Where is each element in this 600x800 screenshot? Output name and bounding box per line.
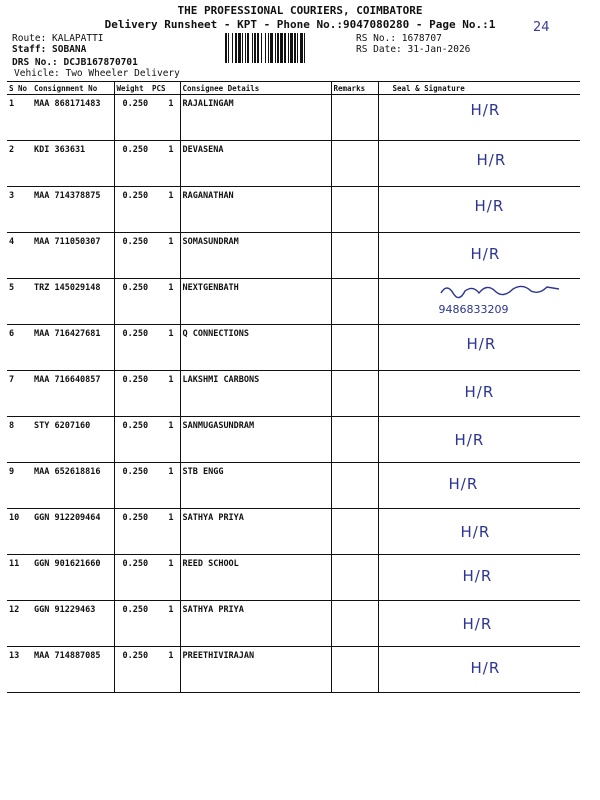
sno-cell: 9 — [7, 463, 32, 509]
pcs-cell: 1 — [150, 647, 180, 693]
table-row — [7, 141, 580, 187]
sno-cell: 3 — [7, 187, 32, 233]
col-remarks: Remarks — [331, 82, 378, 95]
signature-cell — [378, 141, 580, 187]
runsheet-title: Delivery Runsheet - KPT - Phone No.:9047080280 - Page No.:1 — [104, 18, 496, 31]
consignment-cell: MAA 714378875 — [32, 187, 114, 233]
consignment-cell: TRZ 145029148 — [32, 279, 114, 325]
remarks-cell — [331, 555, 378, 601]
remarks-cell — [331, 141, 378, 187]
sno-cell: 10 — [7, 509, 32, 555]
consignee-cell: RAJALINGAM — [180, 95, 331, 141]
sno-cell: 12 — [7, 601, 32, 647]
table-header-row — [7, 82, 580, 95]
table-row — [7, 463, 580, 509]
consignment-cell: KDI 363631 — [32, 141, 114, 187]
sno-cell: 2 — [7, 141, 32, 187]
handwritten-signature: H/R — [454, 431, 485, 449]
weight-cell: 0.250 — [114, 187, 150, 233]
sno-cell: 8 — [7, 417, 32, 463]
consignee-cell: Q CONNECTIONS — [180, 325, 331, 371]
consignment-cell: MAA 716427681 — [32, 325, 114, 371]
handwritten-signature: H/R — [470, 659, 501, 677]
table-row — [7, 417, 580, 463]
consignment-cell: GGN 91229463 — [32, 601, 114, 647]
signature-cell — [378, 187, 580, 233]
consignee-cell: SOMASUNDRAM — [180, 233, 331, 279]
weight-cell: 0.250 — [114, 601, 150, 647]
drs-number: DRS No.: DCJB167870701 — [12, 57, 138, 68]
remarks-cell — [331, 601, 378, 647]
table-row — [7, 555, 580, 601]
handwritten-page-note: 24 — [533, 20, 550, 35]
weight-cell: 0.250 — [114, 325, 150, 371]
consignment-cell: MAA 714887085 — [32, 647, 114, 693]
signature-cell — [378, 509, 580, 555]
consignment-cell: MAA 711050307 — [32, 233, 114, 279]
weight-cell: 0.250 — [114, 509, 150, 555]
table-row — [7, 509, 580, 555]
consignee-cell: STB ENGG — [180, 463, 331, 509]
company-title: THE PROFESSIONAL COURIERS, COIMBATORE — [177, 4, 423, 17]
pcs-cell: 1 — [150, 509, 180, 555]
sno-cell: 7 — [7, 371, 32, 417]
weight-cell: 0.250 — [114, 417, 150, 463]
consignee-cell: REED SCHOOL — [180, 555, 331, 601]
handwritten-signature: H/R — [462, 615, 493, 633]
weight-cell: 0.250 — [114, 279, 150, 325]
consignee-cell: LAKSHMI CARBONS — [180, 371, 331, 417]
consignee-cell: SATHYA PRIYA — [180, 601, 331, 647]
remarks-cell — [331, 187, 378, 233]
signature-cell — [378, 555, 580, 601]
handwritten-signature: H/R — [466, 335, 497, 353]
sno-cell: 4 — [7, 233, 32, 279]
weight-cell: 0.250 — [114, 647, 150, 693]
sno-cell: 13 — [7, 647, 32, 693]
pcs-cell: 1 — [150, 601, 180, 647]
signature-cell — [378, 325, 580, 371]
runsheet-table — [7, 81, 580, 693]
handwritten-signature: H/R — [470, 245, 501, 263]
consignment-cell: MAA 652618816 — [32, 463, 114, 509]
signature-cell — [378, 279, 580, 325]
consignee-cell: DEVASENA — [180, 141, 331, 187]
route-label: Route: KALAPATTI — [12, 33, 104, 44]
handwritten-signature: H/R — [474, 197, 505, 215]
consignee-cell: PREETHIVIRAJAN — [180, 647, 331, 693]
weight-cell: 0.250 — [114, 95, 150, 141]
col-seal: Seal & Signature — [378, 82, 580, 95]
remarks-cell — [331, 463, 378, 509]
pcs-cell: 1 — [150, 555, 180, 601]
pcs-cell: 1 — [150, 417, 180, 463]
sno-cell: 5 — [7, 279, 32, 325]
remarks-cell — [331, 233, 378, 279]
table-row — [7, 371, 580, 417]
handwritten-signature: H/R — [470, 101, 501, 119]
consignment-cell: STY 6207160 — [32, 417, 114, 463]
handwritten-signature: H/R — [448, 475, 479, 493]
remarks-cell — [331, 279, 378, 325]
col-weight: Weight — [114, 82, 150, 95]
weight-cell: 0.250 — [114, 463, 150, 509]
signature-scribble-icon — [439, 281, 579, 302]
pcs-cell: 1 — [150, 187, 180, 233]
weight-cell: 0.250 — [114, 371, 150, 417]
table-row — [7, 187, 580, 233]
consignment-cell: MAA 716640857 — [32, 371, 114, 417]
remarks-cell — [331, 95, 378, 141]
table-row — [7, 95, 580, 141]
pcs-cell: 1 — [150, 279, 180, 325]
pcs-cell: 1 — [150, 95, 180, 141]
col-consignment: Consignment No — [32, 82, 114, 95]
weight-cell: 0.250 — [114, 555, 150, 601]
table-row — [7, 601, 580, 647]
remarks-cell — [331, 417, 378, 463]
consignee-cell: NEXTGENBATH — [180, 279, 331, 325]
handwritten-signature: H/R — [462, 567, 493, 585]
pcs-cell: 1 — [150, 325, 180, 371]
remarks-cell — [331, 325, 378, 371]
pcs-cell: 1 — [150, 463, 180, 509]
consignment-cell: GGN 901621660 — [32, 555, 114, 601]
consignment-cell: MAA 868171483 — [32, 95, 114, 141]
signature-cell — [378, 371, 580, 417]
signature-cell — [378, 95, 580, 141]
weight-cell: 0.250 — [114, 233, 150, 279]
signature-cell — [378, 417, 580, 463]
table-row — [7, 325, 580, 371]
sno-cell: 11 — [7, 555, 32, 601]
barcode-icon — [225, 33, 355, 63]
handwritten-signature: H/R — [476, 151, 507, 169]
rs-date: RS Date: 31-Jan-2026 — [356, 44, 471, 55]
remarks-cell — [331, 647, 378, 693]
pcs-cell: 1 — [150, 141, 180, 187]
table-row — [7, 279, 580, 325]
sno-cell: 6 — [7, 325, 32, 371]
rs-number: RS No.: 1678707 — [356, 33, 442, 44]
consignee-cell: SANMUGASUNDRAM — [180, 417, 331, 463]
sno-cell: 1 — [7, 95, 32, 141]
signature-cell — [378, 601, 580, 647]
col-pcs: PCS — [150, 82, 180, 95]
vehicle-label: Vehicle: Two Wheeler Delivery — [14, 68, 180, 79]
table-row — [7, 233, 580, 279]
handwritten-signature: H/R — [460, 523, 491, 541]
consignee-cell: RAGANATHAN — [180, 187, 331, 233]
col-sno: S No — [7, 82, 32, 95]
weight-cell: 0.250 — [114, 141, 150, 187]
signature-cell — [378, 463, 580, 509]
handwritten-signature: 9486833209 — [438, 303, 509, 316]
table-row — [7, 647, 580, 693]
consignment-cell: GGN 912209464 — [32, 509, 114, 555]
pcs-cell: 1 — [150, 233, 180, 279]
remarks-cell — [331, 509, 378, 555]
pcs-cell: 1 — [150, 371, 180, 417]
consignee-cell: SATHYA PRIYA — [180, 509, 331, 555]
col-consignee: Consignee Details — [180, 82, 331, 95]
signature-cell — [378, 647, 580, 693]
staff-label: Staff: SOBANA — [12, 44, 87, 55]
handwritten-signature: H/R — [464, 383, 495, 401]
signature-cell — [378, 233, 580, 279]
remarks-cell — [331, 371, 378, 417]
